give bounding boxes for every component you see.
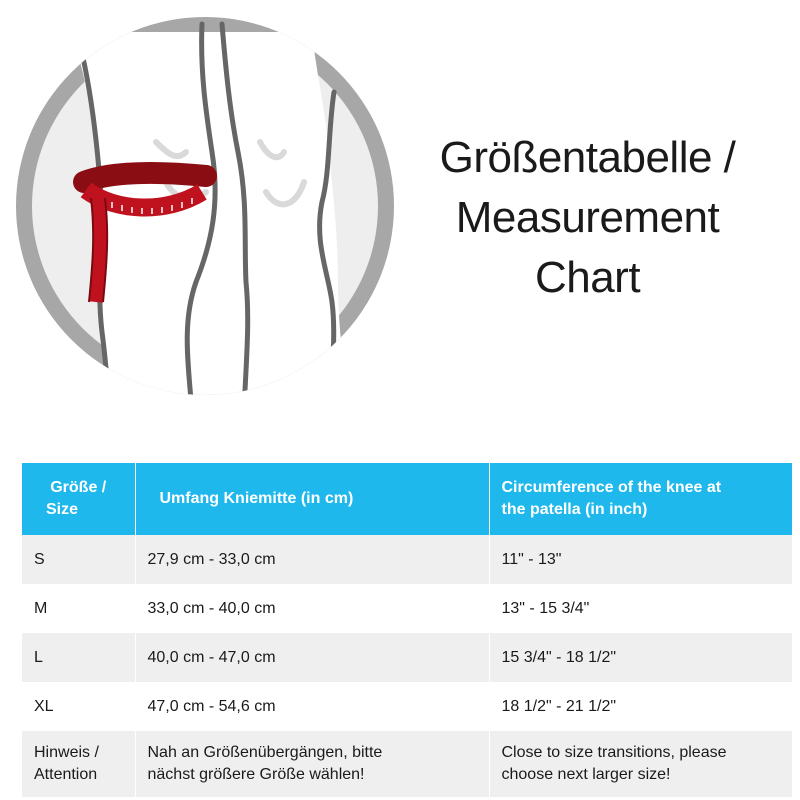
- table-row: [22, 682, 792, 731]
- size-table: [22, 463, 792, 797]
- cm-cell: 40,0 cm - 47,0 cm: [135, 633, 489, 682]
- title-line-3: Chart: [534, 253, 641, 302]
- title-line-1: Größentabelle /: [439, 133, 736, 182]
- tape-band-back: [84, 173, 206, 182]
- cm-cell: 33,0 cm - 40,0 cm: [135, 584, 489, 633]
- header-cm-label: Umfang Kniemitte (in cm): [159, 490, 354, 507]
- cm-cell: 47,0 cm - 54,6 cm: [135, 682, 489, 731]
- attention-label-line-2: Attention: [34, 766, 98, 783]
- attention-de-line-1: Nah an Größenübergängen, bitte: [147, 744, 383, 761]
- attention-en-line-2: choose next larger size!: [501, 766, 671, 783]
- header-size-line-1: Größe /: [50, 479, 107, 496]
- size-cell: XL: [22, 682, 135, 731]
- tape-hanging-end: [96, 198, 100, 302]
- inch-cell: 13" - 15 3/4": [489, 584, 792, 633]
- attention-label-line-1: Hinweis /: [34, 744, 99, 761]
- attention-text-de: [135, 731, 489, 797]
- table-header-row: [22, 463, 792, 535]
- header-inch: [489, 463, 792, 535]
- attention-en-line-1: Close to size transitions, please: [501, 744, 727, 761]
- cm-cell: 27,9 cm - 33,0 cm: [135, 535, 489, 584]
- header-inch-line-1: Circumference of the knee at: [501, 479, 722, 496]
- attention-text-en: [489, 731, 792, 797]
- table-row: [22, 584, 792, 633]
- header-cm: [135, 463, 489, 535]
- header-size: [22, 463, 135, 535]
- size-cell: L: [22, 633, 135, 682]
- table-row: [22, 633, 792, 682]
- table-row: [22, 535, 792, 584]
- header-inch-line-2: the patella (in inch): [501, 501, 648, 518]
- inch-cell: 18 1/2" - 21 1/2": [489, 682, 792, 731]
- size-cell: M: [22, 584, 135, 633]
- header-size-line-2: Size: [46, 501, 79, 518]
- inch-cell: 15 3/4" - 18 1/2": [489, 633, 792, 682]
- inch-cell: 11" - 13": [489, 535, 792, 584]
- attention-de-line-2: nächst größere Größe wählen!: [147, 766, 365, 783]
- size-cell: S: [22, 535, 135, 584]
- knee-measuring-tape-icon: [16, 2, 394, 410]
- attention-label: [22, 731, 135, 797]
- page-title: [410, 128, 765, 308]
- attention-row: [22, 731, 792, 797]
- title-line-2: Measurement: [455, 193, 720, 242]
